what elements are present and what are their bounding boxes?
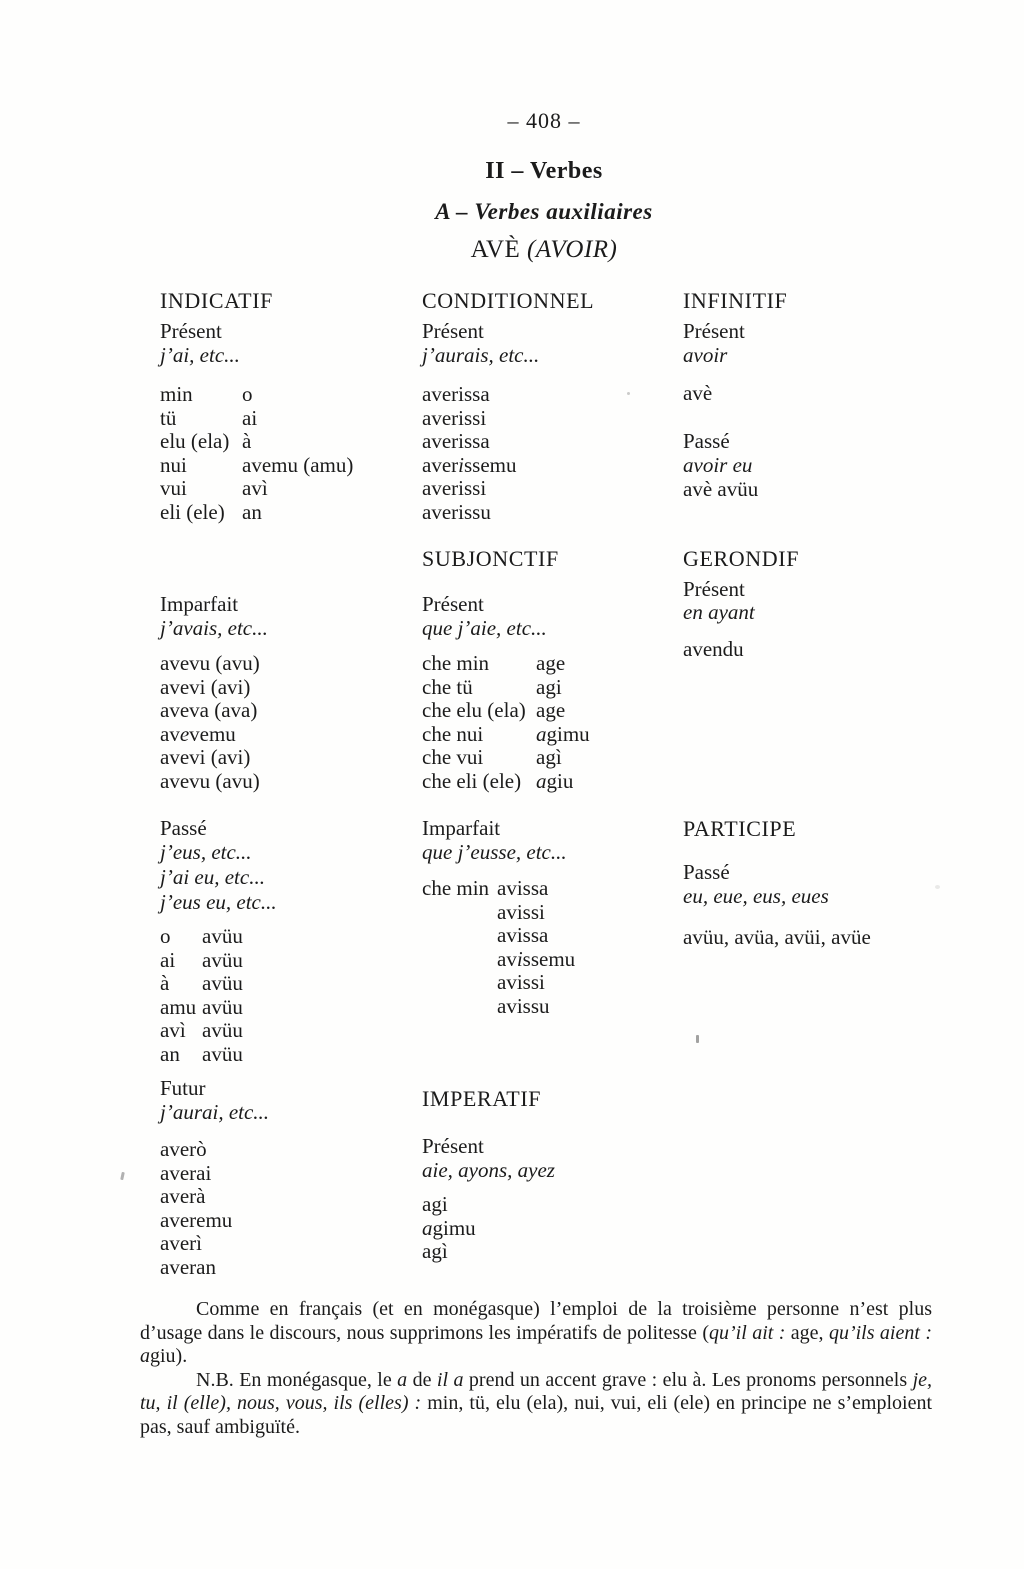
footer-paragraph: Comme en français (et en monégasque) l’emploi de la troisième personne n’est plus d’usage dans le discours, nous supprimons les impératifs de politesse (qu’il ait : age, qu’ils aient : agiu). [140, 1298, 932, 1368]
verb-form: averissi [422, 476, 487, 500]
table-row [160, 996, 243, 1020]
pronoun: an [160, 1041, 180, 1066]
pronoun: tü [160, 405, 177, 430]
conditionnel-forms [422, 383, 516, 524]
gerondif-present-gloss: en ayant [683, 600, 755, 624]
participe-forms: avüu, avüa, avüi, avüe [683, 925, 871, 949]
table-row [422, 770, 590, 794]
indicatif-heading: INDICATIF [160, 288, 273, 313]
gerondif-heading: GERONDIF [683, 546, 800, 571]
subjonctif-present-table [422, 652, 590, 793]
participe-passe-gloss: eu, eue, eus, eues [683, 884, 829, 908]
table-row [160, 407, 353, 431]
gloss: j’eus eu, etc... [160, 889, 277, 914]
conditionnel-heading: CONDITIONNEL [422, 288, 595, 313]
verb-form: agiu [536, 768, 574, 793]
verb-form: averissemu [422, 452, 517, 477]
indicatif-imparfait-label: Imparfait [160, 592, 239, 616]
infinitif-passe-gloss: avoir eu [683, 453, 753, 477]
verb-form: avemu (amu) [242, 452, 354, 477]
pronoun: che vui [422, 745, 484, 769]
verb-form: averissa [422, 429, 490, 453]
scan-speck [627, 392, 630, 395]
participe-heading: PARTICIPE [683, 816, 797, 841]
indicatif-passe-glosses [160, 840, 277, 914]
pronoun: che elu (ela) [422, 698, 526, 722]
gloss: j’ai eu, etc... [160, 864, 265, 889]
indicatif-passe-label: Passé [160, 816, 207, 840]
table-row [160, 925, 243, 949]
subjonctif-imparfait-gloss: que j’eusse, etc... [422, 840, 567, 864]
table-row [160, 430, 353, 454]
indicatif-present-label: Présent [160, 319, 222, 343]
table-row [422, 652, 590, 676]
verb-form: averà [160, 1184, 206, 1208]
subjonctif-imparfait-table [422, 877, 575, 1018]
table-row [422, 723, 590, 747]
verb-form: avissi [497, 899, 545, 924]
verb-form: avevi (avi) [160, 745, 251, 769]
infinitif-present-gloss: avoir [683, 343, 728, 367]
subjonctif-present-gloss: que j’aie, etc... [422, 616, 547, 640]
verb-form: avevu (avu) [160, 651, 260, 675]
pronoun: che min [422, 876, 490, 900]
table-row [422, 699, 590, 723]
pronoun [422, 924, 497, 948]
verb-form: o [242, 382, 253, 406]
pronoun [422, 995, 497, 1019]
verb-form: agi [536, 674, 562, 699]
pronoun [422, 901, 497, 925]
verb-form: avissi [497, 970, 545, 994]
table-row [160, 454, 353, 478]
conditionnel-present-label: Présent [422, 319, 484, 343]
indicatif-present-table [160, 383, 353, 524]
indicatif-imparfait-gloss: j’avais, etc... [160, 616, 268, 640]
verb-form: avüu [202, 1018, 243, 1042]
section-subtitle: A – Verbes auxiliaires [435, 199, 653, 224]
verb-title-monegasque: AVÈ [470, 236, 521, 263]
indicatif-imparfait-forms [160, 652, 260, 793]
infinitif-present-form: avè [683, 381, 713, 405]
indicatif-present-gloss: j’ai, etc... [160, 343, 240, 367]
verb-form: agì [422, 1239, 448, 1263]
verb-form: avüu [202, 971, 243, 995]
pronoun [422, 948, 497, 972]
verb-form: averò [160, 1137, 207, 1161]
verb-form: ai [242, 405, 258, 430]
verb-form: an [242, 499, 262, 524]
verb-form: agì [536, 745, 562, 769]
scan-speck [696, 1035, 699, 1043]
verb-form: avevi (avi) [160, 674, 251, 699]
verb-form: averì [160, 1231, 202, 1255]
table-row [160, 1019, 243, 1043]
gerondif-form: avendu [683, 637, 744, 661]
pronoun: amu [160, 994, 197, 1019]
pronoun: à [160, 971, 170, 995]
subjonctif-heading: SUBJONCTIF [422, 546, 559, 571]
gloss: j’eus, etc... [160, 840, 252, 864]
infinitif-present-label: Présent [683, 319, 745, 343]
verb-form: averemu [160, 1207, 233, 1232]
subjonctif-imparfait-label: Imparfait [422, 816, 501, 840]
imperatif-forms [422, 1193, 476, 1264]
verb-form: avissemu [497, 946, 576, 971]
table-row [422, 901, 575, 925]
table-row [422, 746, 590, 770]
pronoun: o [160, 924, 171, 948]
section-title: II – Verbes [485, 158, 603, 184]
scan-speck [120, 1172, 125, 1180]
verb-form: avüu [202, 994, 243, 1019]
pronoun: che tü [422, 674, 473, 699]
verb-form: age [536, 651, 566, 675]
infinitif-passe-form: avè avüu [683, 477, 759, 501]
pronoun: elu (ela) [160, 429, 230, 453]
verb-form: averai [160, 1160, 212, 1185]
verb-form: aveva (ava) [160, 698, 258, 722]
verb-form: à [242, 429, 252, 453]
verb-form: agimu [536, 721, 590, 746]
pronoun: eli (ele) [160, 499, 225, 524]
table-row [422, 924, 575, 948]
verb-form: age [536, 698, 566, 722]
indicatif-futur-label: Futur [160, 1076, 206, 1100]
verb-form: avüu [202, 1041, 243, 1066]
imperatif-present-gloss: aie, ayons, ayez [422, 1158, 555, 1182]
subjonctif-present-label: Présent [422, 592, 484, 616]
verb-title [64, 236, 1024, 264]
indicatif-futur-forms [160, 1138, 232, 1279]
gerondif-present-label: Présent [683, 577, 745, 601]
verb-form: agimu [422, 1215, 476, 1240]
table-row [160, 949, 243, 973]
verb-form: avissa [497, 923, 549, 947]
pronoun: avì [160, 1018, 186, 1042]
pronoun: che min [422, 651, 490, 675]
table-row [160, 1043, 243, 1067]
pronoun: vui [160, 476, 187, 500]
imperatif-present-label: Présent [422, 1134, 484, 1158]
table-row [422, 971, 575, 995]
pronoun: che nui [422, 721, 484, 746]
indicatif-passe-table [160, 925, 243, 1066]
participe-passe-label: Passé [683, 860, 730, 884]
page-number: – 408 – [507, 108, 581, 133]
table-row [160, 972, 243, 996]
table-row [160, 383, 353, 407]
pronoun: min [160, 382, 193, 406]
imperatif-heading: IMPERATIF [422, 1086, 542, 1111]
verb-form: avüu [202, 947, 243, 972]
verb-form: avissu [497, 993, 550, 1018]
table-row [160, 477, 353, 501]
table-row [160, 501, 353, 525]
scan-speck [935, 885, 940, 889]
verb-form: averan [160, 1254, 216, 1279]
infinitif-passe-label: Passé [683, 429, 730, 453]
table-row [422, 877, 575, 901]
verb-form: avevu (avu) [160, 768, 260, 793]
verb-form: averissi [422, 405, 487, 430]
footer-note [140, 1298, 932, 1440]
table-row [422, 676, 590, 700]
verb-form: avì [242, 476, 268, 500]
verb-form: avissa [497, 876, 549, 900]
conditionnel-present-gloss: j’aurais, etc... [422, 343, 540, 367]
infinitif-heading: INFINITIF [683, 288, 788, 313]
indicatif-futur-gloss: j’aurai, etc... [160, 1100, 270, 1124]
footer-paragraph: N.B. En monégasque, le a de il a prend un accent grave : elu à. Les pronoms personnels je, tu, il (elle), nous, vous, ils (elles) : min, tü, elu (ela), nui, vui, eli (ele) en principe ne s’emploient pas, sauf ambiguïté. [140, 1368, 932, 1438]
pronoun: nui [160, 452, 187, 477]
verb-title-french: (AVOIR) [527, 236, 618, 263]
verb-form: avevemu [160, 721, 236, 746]
verb-form: avüu [202, 924, 243, 948]
pronoun: ai [160, 947, 176, 972]
verb-form: averissu [422, 499, 491, 524]
table-row [422, 948, 575, 972]
pronoun: che eli (ele) [422, 768, 522, 793]
verb-form: averissa [422, 382, 490, 406]
pronoun [422, 971, 497, 995]
verb-form: agi [422, 1192, 448, 1216]
table-row [422, 995, 575, 1019]
